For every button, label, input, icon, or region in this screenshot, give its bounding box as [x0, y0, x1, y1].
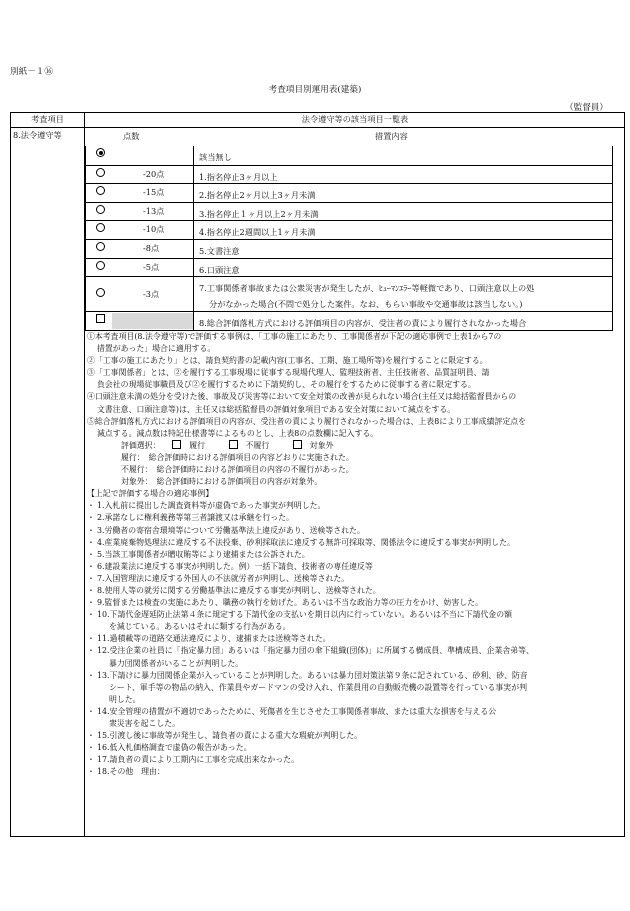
measure-text: 3.指名停止１ヶ月以上2ヶ月未満 [199, 208, 319, 219]
example-item: ・ 5.当該工事関係者が贈収賄等により逮捕または公訴された。 [87, 549, 617, 561]
radio-button[interactable] [96, 261, 105, 270]
category-label: 8.法令遵守等 [13, 130, 62, 140]
cell-divider [193, 259, 194, 277]
measures-header: 措置内容 [375, 131, 408, 141]
cell-divider [193, 166, 194, 184]
note-line: 負会社の現場従事職員及び②を履行するために下請契約し、その履行をするために従事する者に限定する。 [97, 380, 476, 390]
bullet-icon: ・ [87, 706, 95, 716]
notes-section [87, 331, 617, 778]
mark-cell [96, 205, 105, 216]
radio-button[interactable] [96, 288, 105, 297]
bullet-icon: ・ [87, 610, 95, 620]
mark-cell [96, 186, 105, 197]
mark-cell [96, 242, 105, 253]
example-item: ・ 7.入国管理法に違反する外国人の不法就労者が判明し、送検等された。 [87, 573, 617, 585]
measure-text: 5.文書注意 [199, 245, 240, 256]
measure-row [86, 258, 612, 277]
bullet-icon: ・ [87, 767, 95, 777]
supervisor-label: （監督員） [565, 103, 608, 113]
example-item: ・ 4.産業廃棄物処理法に違反する不法投棄、砂利採取法に違反する無許可採取等、関係法令に違反する事実が判明した。 [87, 537, 617, 549]
example-item: ・ 10.下請代金遅延防止法第４条に規定する下請代金の支払いを期日以内に行っていない。あるいは不当に下請代金の額 [87, 609, 617, 621]
bullet-icon: ・ [87, 585, 95, 595]
example-item: ・ 6.建設業法に違反する事実が判明した。例）一括下請負、技術者の専任違反等 [87, 561, 617, 573]
bullet-icon: ・ [87, 573, 95, 583]
subheader-row [85, 128, 611, 147]
measure-row [86, 202, 612, 221]
measure-row [86, 165, 612, 184]
example-item: ・ 18.その他 理由： [87, 766, 617, 778]
radio-button[interactable] [96, 223, 105, 232]
radio-button[interactable] [96, 186, 105, 195]
page-reference: 別紙－１⑯ [10, 67, 53, 77]
evaluation-definition: 対象外： 総合評価時における評価項目の内容が対象外。 [121, 477, 323, 487]
cell-divider [193, 221, 194, 239]
examples-header: 【上記で評価する場合の適応事例】 [87, 489, 214, 499]
note-line: ⑤総合評価落札方式における評価項目の内容が、受注者の責により履行されなかった場合は、上表8により工事成績評定点を [87, 416, 527, 426]
evaluation-definition: 不履行： 総合評価時における評価項目の内容の不履行があった。 [121, 465, 354, 475]
bullet-icon: ・ [87, 501, 95, 511]
bullet-icon: ・ [87, 670, 95, 680]
mark-cell [96, 223, 105, 234]
mark-cell [96, 314, 105, 325]
example-item: ・ 15.引渡し後に事故等が発生し、請負者の責による重大な瑕疵が判明した。 [87, 730, 617, 742]
measure-text: 6.口頭注意 [199, 264, 240, 275]
evaluation-definition: 履行： 総合評価時における評価項目の内容どおりに実施された。 [121, 452, 354, 462]
note-line: ②「工事の施工にあたり」とは、請負契約書の記載内容(工事名、工期、施工場所等)を履行することに限定する。 [87, 356, 488, 366]
example-item: ・ 2.承諾なしに権利義務等第三者譲渡又は承継を行った。 [87, 512, 617, 524]
example-item-continuation: を減じている。あるいはそれに類する行為がある。 [109, 622, 291, 632]
example-item: ・ 3.労働者の寄宿舎環境等について労働基準法上違反があり、送検等された。 [87, 525, 617, 537]
points-value: -8点 [143, 242, 160, 253]
radio-selected[interactable] [96, 148, 105, 157]
page-title: 考査項目別運用表(建築) [268, 85, 362, 95]
measure-text: 該当無し [199, 152, 232, 162]
example-item-continuation: シート、軍手等の物品の納入、作業員やガードマンの受け入れ、作業員用の自動販売機の設置等を行っている事実が判 [109, 682, 527, 692]
bullet-icon: ・ [87, 525, 95, 535]
checkbox[interactable] [96, 314, 105, 323]
option-fulfilled-checkbox[interactable] [172, 440, 181, 449]
option-not-applicable-label: 対象外 [301, 440, 358, 450]
points-value: -10点 [143, 224, 165, 235]
example-item: ・ 17.請負者の責により工期内に工事を完成出来なかった。 [87, 754, 617, 766]
note-line: ④口頭注意未満の処分を受けた後、事故及び災害等において安全対策の改善が見られない場合(主任又は総括監督員からの [87, 392, 517, 402]
option-unfulfilled-checkbox[interactable] [229, 440, 238, 449]
points-value: -3点 [143, 289, 160, 300]
example-item: ・ 11.過積載等の道路交通法違反により、逮捕または送検等された。 [87, 633, 617, 645]
example-item-continuation: 明した。 [109, 694, 141, 704]
mark-cell [96, 288, 105, 299]
option-not-applicable-checkbox[interactable] [293, 440, 302, 449]
bullet-icon: ・ [87, 634, 95, 644]
example-item: ・ 13.下請けに暴力団関係企業が入っていることが判明した。あるいは暴力団対策法第９条に記されている、砂利、砂、防音 [87, 670, 617, 682]
note-line: 措置があった」場合に適用する。 [97, 344, 216, 354]
cell-divider [193, 146, 194, 165]
evaluation-select [87, 440, 617, 452]
points-header: 点数 [123, 131, 140, 141]
cell-divider [193, 240, 194, 258]
measure-row [86, 183, 612, 202]
measure-row [86, 276, 612, 311]
bullet-icon: ・ [87, 755, 95, 765]
bullet-icon: ・ [87, 513, 95, 523]
note-line: ③「工事関係者」とは、②を履行する工事現場に従事する現場代理人、監理技術者、主任技術者、品質証明員、請 [87, 368, 490, 378]
measure-row [86, 146, 612, 165]
mark-cell [96, 261, 105, 272]
radio-button[interactable] [96, 205, 105, 214]
cell-divider [193, 184, 194, 202]
mark-cell [96, 168, 105, 179]
bullet-icon: ・ [87, 598, 95, 608]
option-unfulfilled-label: 不履行 [237, 440, 293, 450]
grayed-points-cell [112, 313, 193, 329]
measure-text: 4.指名停止2週間以上1ヶ月未満 [199, 227, 316, 238]
measure-text: 8.総合評価落札方式における評価項目の内容が、受注者の責により履行されなかった場合 [199, 318, 527, 329]
points-value: -5点 [143, 261, 160, 272]
col1-header: 考査項目 [31, 114, 64, 124]
example-item: ・ 12.受注企業の社員に「指定暴力団」あるいは「指定暴力団の傘下組織(団体)」に所属する構成員、準構成員、企業舎弟等、 [87, 645, 617, 657]
bullet-icon: ・ [87, 646, 95, 656]
radio-button[interactable] [96, 168, 105, 177]
measure-text: 1.指名停止3ヶ月以上 [199, 171, 278, 182]
radio-button[interactable] [96, 242, 105, 251]
note-line: 文書注意、口頭注意等)は、主任又は総括監督員の評価対象項目である安全対策において減点をする。 [97, 404, 456, 414]
cell-divider [193, 203, 194, 221]
option-fulfilled-label: 履行 [181, 440, 229, 450]
col2-header: 法令遵守等の該当項目一覧表 [301, 114, 409, 124]
bullet-icon: ・ [87, 561, 95, 571]
measure-text: 2.指名停止2ヶ月以上3ヶ月未満 [199, 190, 316, 201]
points-value: -20点 [143, 168, 165, 179]
measure-row [86, 239, 612, 258]
mark-cell [96, 148, 105, 159]
example-item-continuation: 暴力団関係者がいることが判明した。 [109, 658, 244, 668]
cell-divider [193, 277, 194, 311]
measure-row [86, 220, 612, 239]
evaluation-table [10, 112, 625, 837]
example-item: ・ 8.使用人等の就労に関する労働基準法に違反する事実が判明し、送検等された。 [87, 585, 617, 597]
example-item: ・ 14.安全管理の措置が不適切であったために、死傷者を生じさせた工事関係者事故、または重大な損害を与える公 [87, 706, 617, 718]
cell-divider [193, 312, 194, 330]
example-item: ・ 1.入札前に提出した調査資料等が虚偽であった事実が判明した。 [87, 500, 617, 512]
bullet-icon: ・ [87, 743, 95, 753]
note-line: ①本考査項目(8.法令遵守等)で評価する事例は、「工事の施工にあたり、工事関係者が下記の適応事例で上表1から7の [87, 332, 502, 341]
example-item-continuation: 衆災害を起こした。 [109, 719, 181, 728]
bullet-icon: ・ [87, 537, 95, 547]
evaluation-select-label: 評価選択： [121, 440, 173, 450]
measures-list [85, 146, 613, 331]
measure-text: 7.工事関係者事故または公衆災害が発生したが、ﾋｭｰﾏﾝｴﾗｰ等軽微であり、口頭注意以上の処 分がなかった場合(不問で処分した案件。なお、もらい事故や交通事故は該当しない。) [199, 283, 535, 310]
example-item: ・ 16.低入札価格調査で虚偽の報告があった。 [87, 742, 617, 754]
points-value: -15点 [143, 187, 165, 198]
measure-row [86, 311, 612, 330]
bullet-icon: ・ [87, 549, 95, 559]
points-value: -13点 [143, 205, 165, 216]
note-line: 減点する。減点数は特記仕様書等によるものとし、上表8の点数欄に記入する。 [97, 428, 379, 438]
example-item: ・ 9.監督または検査の実施にあたり、職務の執行を妨げた。あるいは不当な政治力等の圧力をかけ、妨害した。 [87, 597, 617, 609]
bullet-icon: ・ [87, 731, 95, 741]
